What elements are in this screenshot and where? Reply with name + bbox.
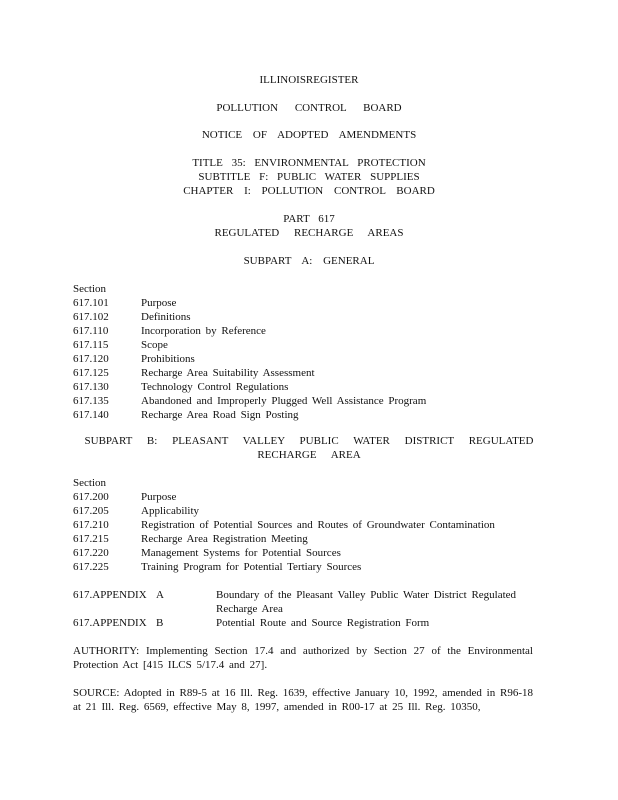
title-line: TITLE 35: ENVIRONMENTAL PROTECTION <box>192 157 426 169</box>
section-title: Management Systems for Potential Sources <box>141 547 341 559</box>
section-number: 617.210 <box>73 519 109 531</box>
notice-heading: NOTICE OF ADOPTED AMENDMENTS <box>201 129 417 141</box>
section-title: Applicability <box>141 505 200 517</box>
register-heading: ILLINOISREGISTER <box>259 74 359 86</box>
section-title: Definitions <box>141 311 191 323</box>
section-number: 617.102 <box>73 311 109 323</box>
section-number: 617.101 <box>73 297 109 309</box>
section-number: 617.225 <box>73 561 109 573</box>
section-number: 617.140 <box>73 409 109 421</box>
section-number: 617.215 <box>73 533 109 545</box>
section-number: 617.115 <box>73 339 109 351</box>
section-title: Abandoned and Improperly Plugged Well Assistance Program <box>141 395 427 407</box>
section-title: Recharge Area Road Sign Posting <box>141 409 299 421</box>
subpart-b-heading-continued: RECHARGE AREA <box>257 449 361 461</box>
section-number: 617.220 <box>73 547 109 559</box>
section-label: Section <box>73 283 106 295</box>
subpart-a-heading: SUBPART A: GENERAL <box>243 255 375 267</box>
section-number: 617.125 <box>73 367 109 379</box>
section-number: 617.130 <box>73 381 109 393</box>
section-title: Purpose <box>141 297 177 309</box>
section-title: Purpose <box>141 491 177 503</box>
section-title: Recharge Area Suitability Assessment <box>141 367 315 379</box>
section-number: 617.205 <box>73 505 109 517</box>
section-title: Incorporation by Reference <box>141 325 266 337</box>
board-heading: POLLUTION CONTROL BOARD <box>216 102 402 114</box>
appendix-title: Boundary of the Pleasant Valley Public Water District Regulated Recharge Area <box>216 589 517 615</box>
subtitle-line: SUBTITLE F: PUBLIC WATER SUPPLIES <box>198 171 420 183</box>
section-label: Section <box>73 477 106 489</box>
section-number: 617.200 <box>73 491 109 503</box>
section-title: Scope <box>141 339 168 351</box>
appendix-letter: A <box>156 589 164 601</box>
appendix-title: Potential Route and Source Registration Form <box>216 617 430 629</box>
section-title: Technology Control Regulations <box>141 381 289 393</box>
section-title: Registration of Potential Sources and Routes of Groundwater Contamination <box>141 519 495 531</box>
appendix-letter: B <box>156 617 164 629</box>
part-name: REGULATED RECHARGE AREAS <box>214 227 404 239</box>
appendix-number: 617.APPENDIX <box>73 617 147 629</box>
authority-note: AUTHORITY: Implementing Section 17.4 and authorized by Section 27 of the Environmental Protection Act [415 ILCS 5/17.4 and 27]. <box>73 645 533 671</box>
section-number: 617.110 <box>73 325 109 337</box>
chapter-line: CHAPTER I: POLLUTION CONTROL BOARD <box>183 185 435 197</box>
section-title: Recharge Area Registration Meeting <box>141 533 308 545</box>
part-number: PART 617 <box>283 213 335 225</box>
subpart-b-heading: SUBPART B: PLEASANT VALLEY PUBLIC WATER DISTRICT REGULATED <box>84 435 534 447</box>
section-title: Training Program for Potential Tertiary Sources <box>141 561 362 573</box>
section-number: 617.120 <box>73 353 109 365</box>
section-number: 617.135 <box>73 395 109 407</box>
section-title: Prohibitions <box>141 353 195 365</box>
source-note: SOURCE: Adopted in R89-5 at 16 Ill. Reg. 1639, effective January 10, 1992, amended in R96-18 at 21 Ill. Reg. 6569, effective May 8, 1997, amended in R00-17 at 25 Ill. Reg. 10350, <box>73 687 533 713</box>
appendix-number: 617.APPENDIX <box>73 589 147 601</box>
